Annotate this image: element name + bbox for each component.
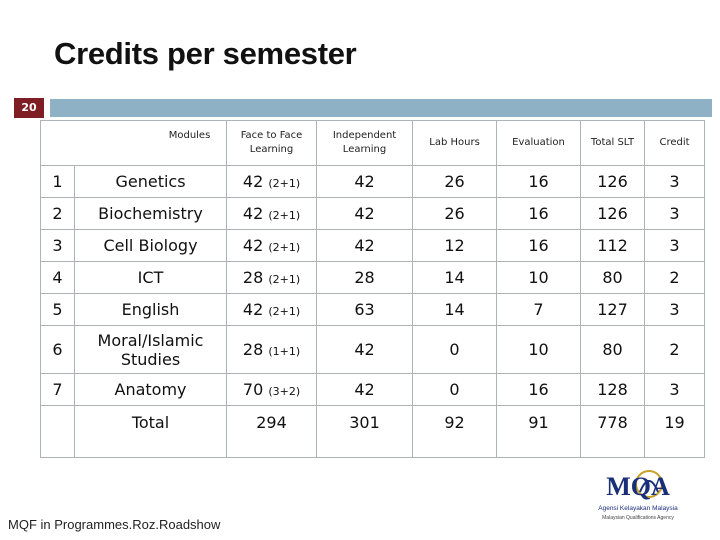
header-independent: Independent Learning [317,121,413,166]
table-header-row [41,121,705,166]
module-name: Moral/Islamic Studies [75,326,227,374]
header-total-slt: Total SLT [581,121,645,166]
independent-cell: 42 [317,166,413,198]
row-number: 7 [41,374,75,406]
row-number: 3 [41,230,75,262]
lab-cell: 14 [413,294,497,326]
evaluation-cell: 7 [497,294,581,326]
total-credit: 19 [645,406,705,458]
footer-text: MQF in Programmes.Roz.Roadshow [8,517,221,532]
table-row [41,374,705,406]
credit-cell: 2 [645,262,705,294]
credit-cell: 2 [645,326,705,374]
total-label: Total [75,406,227,458]
lab-cell: 26 [413,166,497,198]
table-row [41,262,705,294]
slide-number: 20 [14,98,44,118]
mqa-logo [590,462,686,524]
page-title: Credits per semester [54,36,357,71]
total-independent: 301 [317,406,413,458]
table-row [41,294,705,326]
total-evaluation: 91 [497,406,581,458]
slt-cell: 80 [581,262,645,294]
independent-cell: 42 [317,326,413,374]
lab-cell: 0 [413,326,497,374]
lab-cell: 26 [413,198,497,230]
header-face-to-face: Face to Face Learning [227,121,317,166]
face-to-face-cell: 28 (1+1) [227,326,317,374]
independent-cell: 42 [317,230,413,262]
module-name: ICT [75,262,227,294]
total-empty-cell [41,406,75,458]
slt-cell: 128 [581,374,645,406]
independent-cell: 42 [317,374,413,406]
independent-cell: 28 [317,262,413,294]
slt-cell: 127 [581,294,645,326]
credit-cell: 3 [645,198,705,230]
face-to-face-cell: 42 (2+1) [227,230,317,262]
evaluation-cell: 10 [497,326,581,374]
module-name: English [75,294,227,326]
module-name: Anatomy [75,374,227,406]
row-number: 5 [41,294,75,326]
row-number: 2 [41,198,75,230]
total-row [41,406,705,458]
lab-cell: 12 [413,230,497,262]
table-row [41,326,705,374]
logo-wordmark: MQA [606,472,670,501]
independent-cell: 63 [317,294,413,326]
slt-cell: 126 [581,198,645,230]
evaluation-cell: 10 [497,262,581,294]
evaluation-cell: 16 [497,166,581,198]
independent-cell: 42 [317,198,413,230]
face-to-face-cell: 42 (2+1) [227,294,317,326]
table-row [41,198,705,230]
credits-table [40,120,705,458]
face-to-face-cell: 70 (3+2) [227,374,317,406]
header-credit: Credit [645,121,705,166]
credit-cell: 3 [645,230,705,262]
evaluation-cell: 16 [497,374,581,406]
credit-cell: 3 [645,294,705,326]
face-to-face-cell: 42 (2+1) [227,198,317,230]
total-face-to-face: 294 [227,406,317,458]
row-number: 1 [41,166,75,198]
module-name: Biochemistry [75,198,227,230]
row-number: 6 [41,326,75,374]
table-row [41,166,705,198]
logo-tagline: Malaysian Qualifications Agency [602,515,674,521]
slt-cell: 80 [581,326,645,374]
credit-cell: 3 [645,166,705,198]
credit-cell: 3 [645,374,705,406]
header-evaluation: Evaluation [497,121,581,166]
logo-subtitle: Agensi Kelayakan Malaysia [598,505,678,512]
lab-cell: 14 [413,262,497,294]
slt-cell: 112 [581,230,645,262]
total-lab: 92 [413,406,497,458]
header-modules: Modules [41,121,227,166]
header-bar [50,99,712,117]
module-name: Cell Biology [75,230,227,262]
evaluation-cell: 16 [497,198,581,230]
lab-cell: 0 [413,374,497,406]
row-number: 4 [41,262,75,294]
module-name: Genetics [75,166,227,198]
face-to-face-cell: 42 (2+1) [227,166,317,198]
evaluation-cell: 16 [497,230,581,262]
slt-cell: 126 [581,166,645,198]
table-row [41,230,705,262]
face-to-face-cell: 28 (2+1) [227,262,317,294]
total-slt: 778 [581,406,645,458]
header-lab-hours: Lab Hours [413,121,497,166]
